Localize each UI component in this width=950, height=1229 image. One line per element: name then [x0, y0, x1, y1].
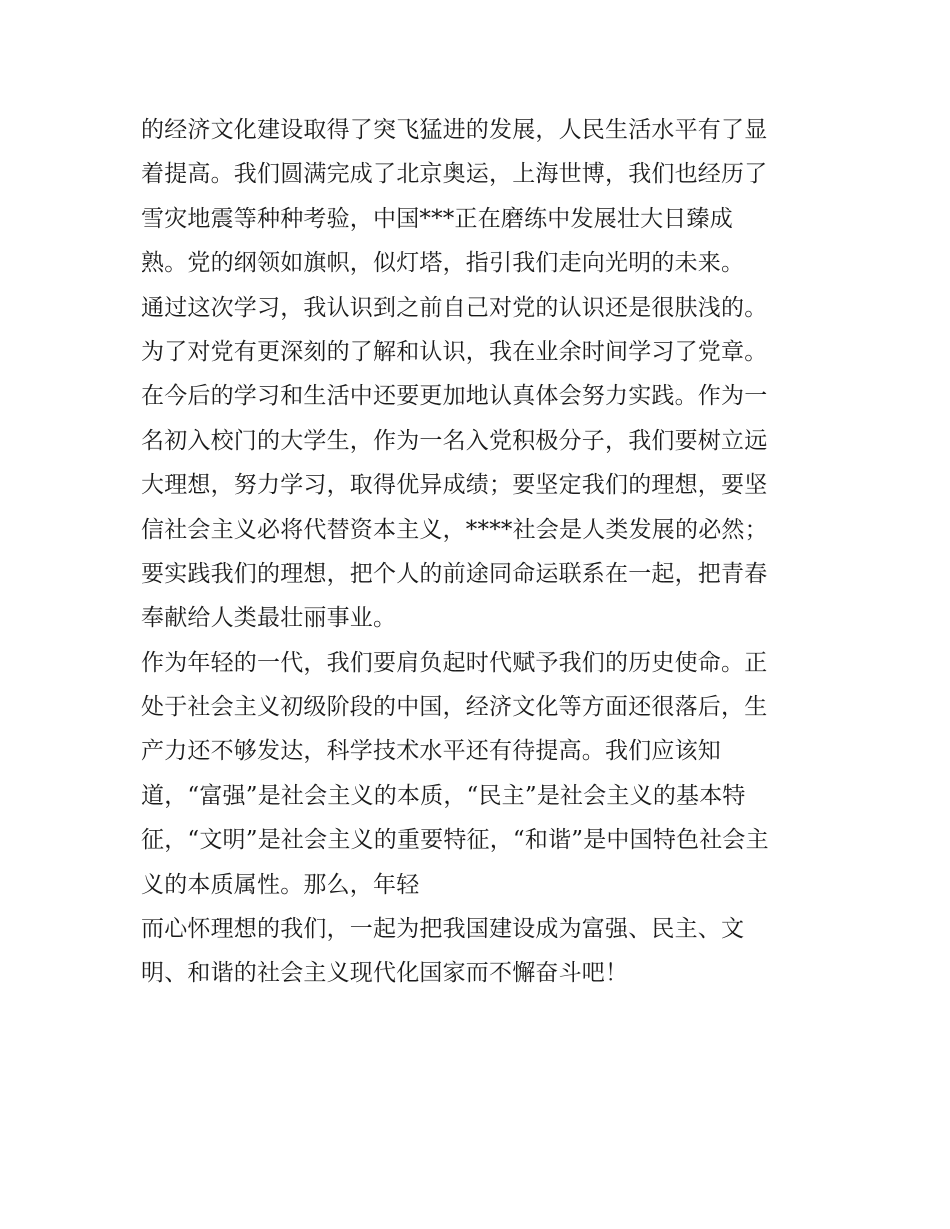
text-line: 通过这次学习，我认识到之前自己对党的认识还是很肤浅的。 [141, 294, 768, 321]
text-line: 雪灾地震等种种考验，中国***正在磨练中发展壮大日臻成 [141, 205, 733, 232]
text-line: 着提高。我们圆满完成了北京奥运，上海世博，我们也经历了 [141, 161, 768, 188]
text-line: 处于社会主义初级阶段的中国，经济文化等方面还很落后，生 [141, 694, 768, 721]
text-line: 产力还不够发达，科学技术水平还有待提高。我们应该知 [141, 738, 721, 765]
text-line: 征，“文明”是社会主义的重要特征，“和谐”是中国特色社会主 [141, 827, 769, 854]
text-line: 奉献给人类最壮丽事业。 [141, 605, 397, 632]
text-line: 要实践我们的理想，把个人的前途同命运联系在一起，把青春 [141, 560, 768, 587]
text-line: 信社会主义必将代替资本主义，****社会是人类发展的必然； [141, 516, 768, 543]
text-line: 作为年轻的一代，我们要肩负起时代赋予我们的历史使命。正 [141, 649, 768, 676]
text-line: 大理想，努力学习，取得优异成绩；要坚定我们的理想，要坚 [141, 472, 768, 499]
document-body [141, 108, 831, 996]
text-line: 的经济文化建设取得了突飞猛进的发展，人民生活水平有了显 [141, 117, 768, 143]
text-line: 明、和谐的社会主义现代化国家而不懈奋斗吧！ [141, 960, 629, 987]
text-line: 道，“富强”是社会主义的本质，“民主”是社会主义的基本特 [141, 782, 746, 809]
text-line: 名初入校门的大学生，作为一名入党积极分子，我们要树立远 [141, 427, 768, 454]
text-line: 熟。党的纲领如旗帜，似灯塔，指引我们走向光明的未来。 [141, 250, 745, 277]
text-line: 在今后的学习和生活中还要更加地认真体会努力实践。作为一 [141, 383, 768, 410]
text-line: 为了对党有更深刻的了解和认识，我在业余时间学习了党章。 [141, 338, 768, 365]
text-line: 而心怀理想的我们，一起为把我国建设成为富强、民主、文 [141, 916, 745, 943]
text-line: 义的本质属性。那么，年轻 [141, 871, 420, 898]
